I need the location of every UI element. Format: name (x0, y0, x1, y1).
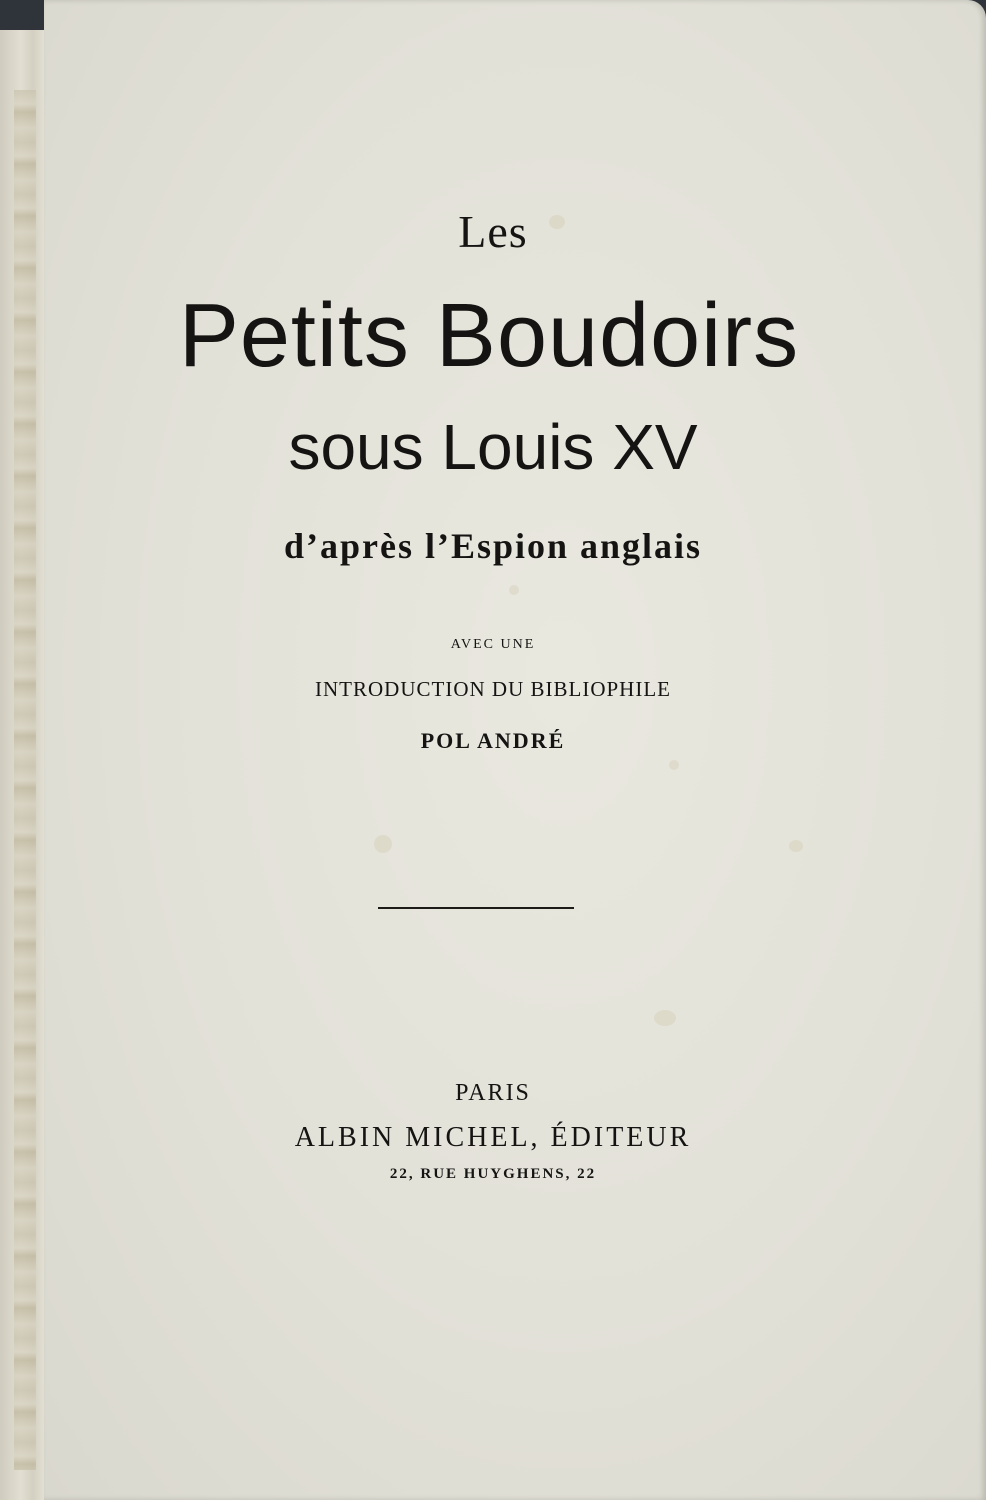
foxing-spot (374, 835, 392, 853)
book-title: Petits Boudoirs (178, 286, 800, 386)
author-name: POL ANDRÉ (420, 728, 566, 753)
intro-label: INTRODUCTION DU BIBLIOPHILE (315, 677, 671, 701)
subtitle: d’après l’Espion anglais (283, 526, 703, 566)
title-line-1: Les (458, 206, 528, 257)
imprint-city: PARIS (455, 1080, 531, 1106)
foxing-spot (654, 1010, 676, 1026)
divider-rule (378, 907, 574, 909)
imprint-publisher: ALBIN MICHEL, ÉDITEUR (294, 1122, 692, 1153)
foxing-spot (789, 840, 803, 852)
foxing-spot (509, 585, 519, 595)
intro-prefix: AVEC UNE (450, 637, 536, 652)
imprint-address: 22, RUE HUYGHENS, 22 (389, 1166, 597, 1182)
foxing-spot (669, 760, 679, 770)
title-line-3: sous Louis XV (288, 411, 698, 483)
